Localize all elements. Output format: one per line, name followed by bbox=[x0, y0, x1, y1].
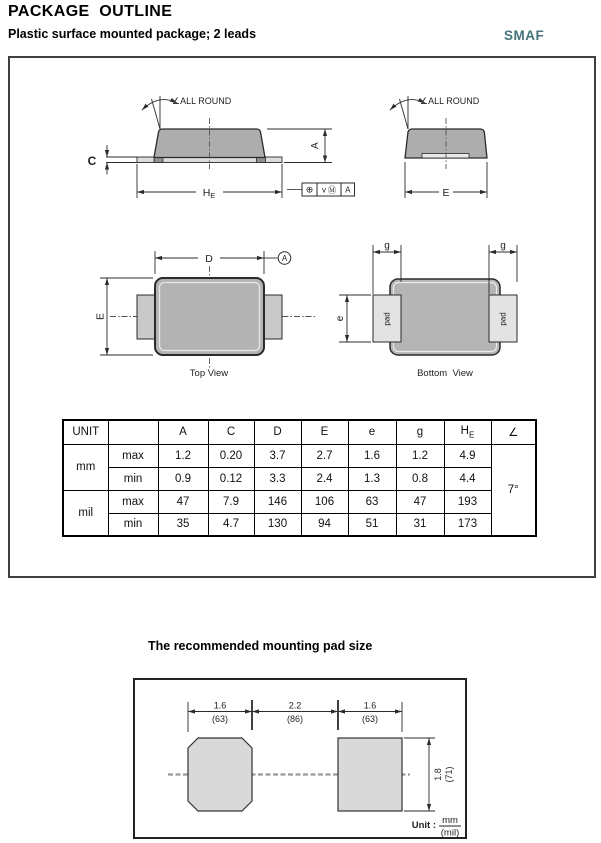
cell: 1.2 bbox=[158, 444, 208, 467]
cell: 3.7 bbox=[254, 444, 301, 467]
dim-e-label: E bbox=[94, 312, 107, 321]
table-row bbox=[63, 513, 536, 536]
table-row bbox=[63, 444, 536, 467]
mounting-pad-heading: The recommended mounting pad size bbox=[148, 639, 373, 653]
fcf-datum: A bbox=[345, 185, 351, 195]
mounting-pad-drawing bbox=[135, 680, 465, 837]
cell: 193 bbox=[444, 490, 491, 513]
header-col-d: D bbox=[254, 420, 301, 444]
table-row bbox=[63, 490, 536, 513]
cell: 146 bbox=[254, 490, 301, 513]
cell: 0.9 bbox=[158, 467, 208, 490]
dim-c-label: C bbox=[87, 154, 97, 168]
dim-he-label: HE bbox=[202, 187, 216, 200]
unit-numerator: mm bbox=[442, 815, 458, 826]
dim-e-label: E bbox=[442, 187, 450, 199]
mounting-pad-panel bbox=[133, 678, 467, 839]
package-body bbox=[390, 279, 500, 355]
dim-left-mm: 1.6 bbox=[213, 700, 227, 711]
fcf-tolerance: v bbox=[322, 185, 326, 195]
datum-label: A bbox=[281, 254, 288, 264]
header-blank bbox=[108, 420, 158, 444]
side-front-view bbox=[88, 96, 355, 200]
fcf-mmc-symbol: Ⓜ bbox=[327, 184, 337, 195]
header-col-g: g bbox=[396, 420, 444, 444]
cell: 106 bbox=[301, 490, 348, 513]
cell: 4.7 bbox=[208, 513, 254, 536]
cell: 0.20 bbox=[208, 444, 254, 467]
dim-height-mm: 1.8 bbox=[433, 768, 443, 781]
all-round-label: ∠ALL ROUND bbox=[420, 96, 480, 106]
lead-notch bbox=[422, 154, 469, 159]
cell: 31 bbox=[396, 513, 444, 536]
unit-mil: mil bbox=[63, 490, 108, 536]
cell: 1.6 bbox=[348, 444, 396, 467]
pad-left-label: pad bbox=[382, 312, 392, 326]
limit-label: max bbox=[108, 444, 158, 467]
cell: 130 bbox=[254, 513, 301, 536]
cell: 47 bbox=[158, 490, 208, 513]
feature-control-frame bbox=[287, 183, 355, 196]
top-view-caption: Top View bbox=[189, 368, 229, 379]
dim-g-left-label: g bbox=[384, 240, 390, 252]
cell: 2.4 bbox=[301, 467, 348, 490]
unit-label: Unit : bbox=[411, 820, 436, 831]
limit-label: min bbox=[108, 513, 158, 536]
header-col-angle: ∠ bbox=[491, 420, 536, 444]
unit-mm: mm bbox=[63, 444, 108, 490]
bottom-view bbox=[335, 241, 517, 380]
cell: 47 bbox=[396, 490, 444, 513]
cell: 51 bbox=[348, 513, 396, 536]
cell: 4.4 bbox=[444, 467, 491, 490]
package-outline-panel bbox=[8, 56, 596, 578]
bottom-view-caption: Bottom View bbox=[417, 368, 473, 379]
dim-mid-mil: (86) bbox=[286, 714, 304, 724]
limit-label: max bbox=[108, 490, 158, 513]
page-subtitle: Plastic surface mounted package; 2 leads bbox=[8, 27, 257, 41]
package-body bbox=[155, 278, 264, 355]
angle-value-cell: 7° bbox=[491, 444, 536, 536]
cell: 2.7 bbox=[301, 444, 348, 467]
dim-height-mil: (71) bbox=[444, 766, 454, 783]
header-col-he bbox=[444, 420, 491, 444]
table-header-row bbox=[63, 420, 536, 444]
lead-left bbox=[137, 295, 155, 339]
cell: 1.3 bbox=[348, 467, 396, 490]
he-main: H bbox=[460, 425, 469, 438]
mounting-pad-left bbox=[188, 738, 252, 811]
top-view bbox=[95, 251, 316, 379]
page-title: PACKAGE OUTLINE bbox=[8, 3, 173, 20]
all-round-label: ∠ALL ROUND bbox=[172, 96, 232, 106]
cell: 4.9 bbox=[444, 444, 491, 467]
dim-c bbox=[106, 145, 137, 175]
cell: 63 bbox=[348, 490, 396, 513]
cell: 0.8 bbox=[396, 467, 444, 490]
cell: 1.2 bbox=[396, 444, 444, 467]
he-sub: E bbox=[468, 430, 475, 440]
cell: 173 bbox=[444, 513, 491, 536]
dim-e-pitch-label: e bbox=[335, 315, 346, 322]
dim-right-mil: (63) bbox=[361, 714, 379, 724]
header-col-c: C bbox=[208, 420, 254, 444]
cell: 94 bbox=[301, 513, 348, 536]
cell: 3.3 bbox=[254, 467, 301, 490]
cell: 7.9 bbox=[208, 490, 254, 513]
header-col-e-small: e bbox=[348, 420, 396, 444]
side-end-view bbox=[390, 96, 487, 199]
table-row bbox=[63, 467, 536, 490]
header-unit: UNIT bbox=[63, 420, 108, 444]
fcf-position-symbol: ⊕ bbox=[305, 184, 314, 195]
dimension-table bbox=[62, 419, 537, 537]
mounting-pad-right bbox=[338, 738, 402, 811]
cell: 0.12 bbox=[208, 467, 254, 490]
package-name-label: SMAF bbox=[504, 28, 545, 43]
pad-right-label: pad bbox=[498, 312, 508, 326]
unit-note bbox=[412, 815, 461, 837]
limit-label: min bbox=[108, 467, 158, 490]
unit-denominator: (mil) bbox=[440, 827, 460, 837]
dim-right-mm: 1.6 bbox=[363, 700, 377, 711]
dim-left-mil: (63) bbox=[211, 714, 229, 724]
dim-mid-mm: 2.2 bbox=[288, 700, 302, 711]
header-col-a: A bbox=[158, 420, 208, 444]
dim-g-right-label: g bbox=[500, 240, 506, 252]
header-col-e: E bbox=[301, 420, 348, 444]
lead-right bbox=[264, 295, 282, 339]
dim-a-label: A bbox=[310, 142, 321, 150]
cell: 35 bbox=[158, 513, 208, 536]
dim-d-label: D bbox=[205, 253, 213, 265]
